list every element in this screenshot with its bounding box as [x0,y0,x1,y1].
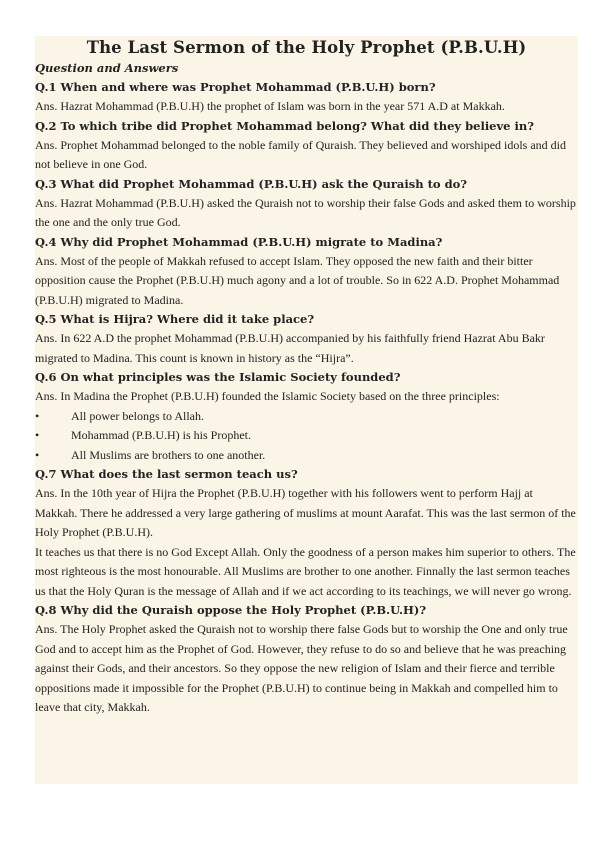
document-body [35,36,578,718]
list-item-text: All power belongs to Allah. [71,408,204,423]
bullet-icon: • [35,408,40,423]
answer-paragraph: Ans. Hazrat Mohammad (P.B.U.H) the prophet of Islam was born in the year 571 A.D at Makkah. [35,99,505,113]
qa-item-8 [35,601,578,718]
list-item [35,407,578,427]
qa-item-5 [35,310,578,368]
question-heading: Q.3 What did Prophet Mohammad (P.B.U.H) ask the Quraish to do? [35,176,468,191]
qa-item-1 [35,78,578,117]
list-item [35,446,578,466]
question-heading: Q.5 What is Hijra? Where did it take place? [35,312,315,326]
question-heading: Q.4 Why did Prophet Mohammad (P.B.U.H) migrate to Madina? [35,234,443,249]
qa-item-3 [35,175,578,233]
section-subheading: Question and Answers [35,61,179,75]
answer-paragraph: Ans. Prophet Mohammad belonged to the noble family of Quraish. They believed and worshiped idols and did not believe in one God. [35,137,567,171]
answer-paragraph: It teaches us that there is no God Except Allah. Only the goodness of a person makes him superior to others. The most righteous is the most honourable. All Muslims are brother to one another. Finnally the last sermon teaches us that the Holy Quran is the message of Allah and if we act according to its teachings, we will never go wrong. [35,544,576,598]
answer-paragraph: Ans. Most of the people of Makkah refused to accept Islam. They opposed the new faith and their bitter opposition cause the Prophet (P.B.U.H) much agony and a lot of trouble. So in 622 A.D. Prophet Mohammad (P.B.U.H) migrated to Madina. [35,253,560,307]
list-item-text: All Muslims are brothers to one another. [71,447,266,462]
page-title: The Last Sermon of the Holy Prophet (P.B.U.H) [86,38,527,57]
principles-list [35,407,578,466]
question-heading: Q.2 To which tribe did Prophet Mohammad belong? What did they believe in? [35,118,534,133]
qa-item-6 [35,368,578,465]
bullet-icon: • [35,447,40,462]
question-heading: Q.1 When and where was Prophet Mohammad (P.B.U.H) born? [35,80,436,94]
bullet-icon: • [35,428,40,442]
question-heading: Q.6 On what principles was the Islamic Society founded? [35,370,401,384]
question-heading: Q.7 What does the last sermon teach us? [35,467,298,481]
qa-item-7 [35,465,578,601]
answer-paragraph: Ans. Hazrat Mohammad (P.B.U.H) asked the Quraish not to worship their false Gods and asked them to worship the one and the only true God. [35,195,576,229]
question-heading: Q.8 Why did the Quraish oppose the Holy Prophet (P.B.U.H)? [35,603,427,617]
qa-item-4 [35,233,578,311]
answer-paragraph: Ans. The Holy Prophet asked the Quraish not to worship there false Gods but to worship the One and only true God and to accept him as the Prophet of God. However, they refuse to do so and believe that he was preaching against their Gods, and their ancestors. So they oppose the new religion of Islam and their fierce and terrible oppositions made it impossible for the Prophet (P.B.U.H) to continue being in Makkah and compelled him to leave that city, Makkah. [35,622,568,714]
answer-paragraph: Ans. In the 10th year of Hijra the Prophet (P.B.U.H) together with his followers went to perform Hajj at Makkah. There he addressed a very large gathering of muslims at mount Aarafat. This was the last sermon of the Holy Prophet (P.B.U.H). [35,486,576,539]
list-item-text: Mohammad (P.B.U.H) is his Prophet. [71,428,251,442]
answer-paragraph: Ans. In Madina the Prophet (P.B.U.H) founded the Islamic Society based on the three principles: [35,389,500,403]
list-item [35,426,578,446]
qa-item-2 [35,117,578,175]
answer-paragraph: Ans. In 622 A.D the prophet Mohammad (P.B.U.H) accompanied by his faithfully friend Hazrat Abu Bakr migrated to Madina. This count is known in history as the “Hijra”. [35,331,545,365]
